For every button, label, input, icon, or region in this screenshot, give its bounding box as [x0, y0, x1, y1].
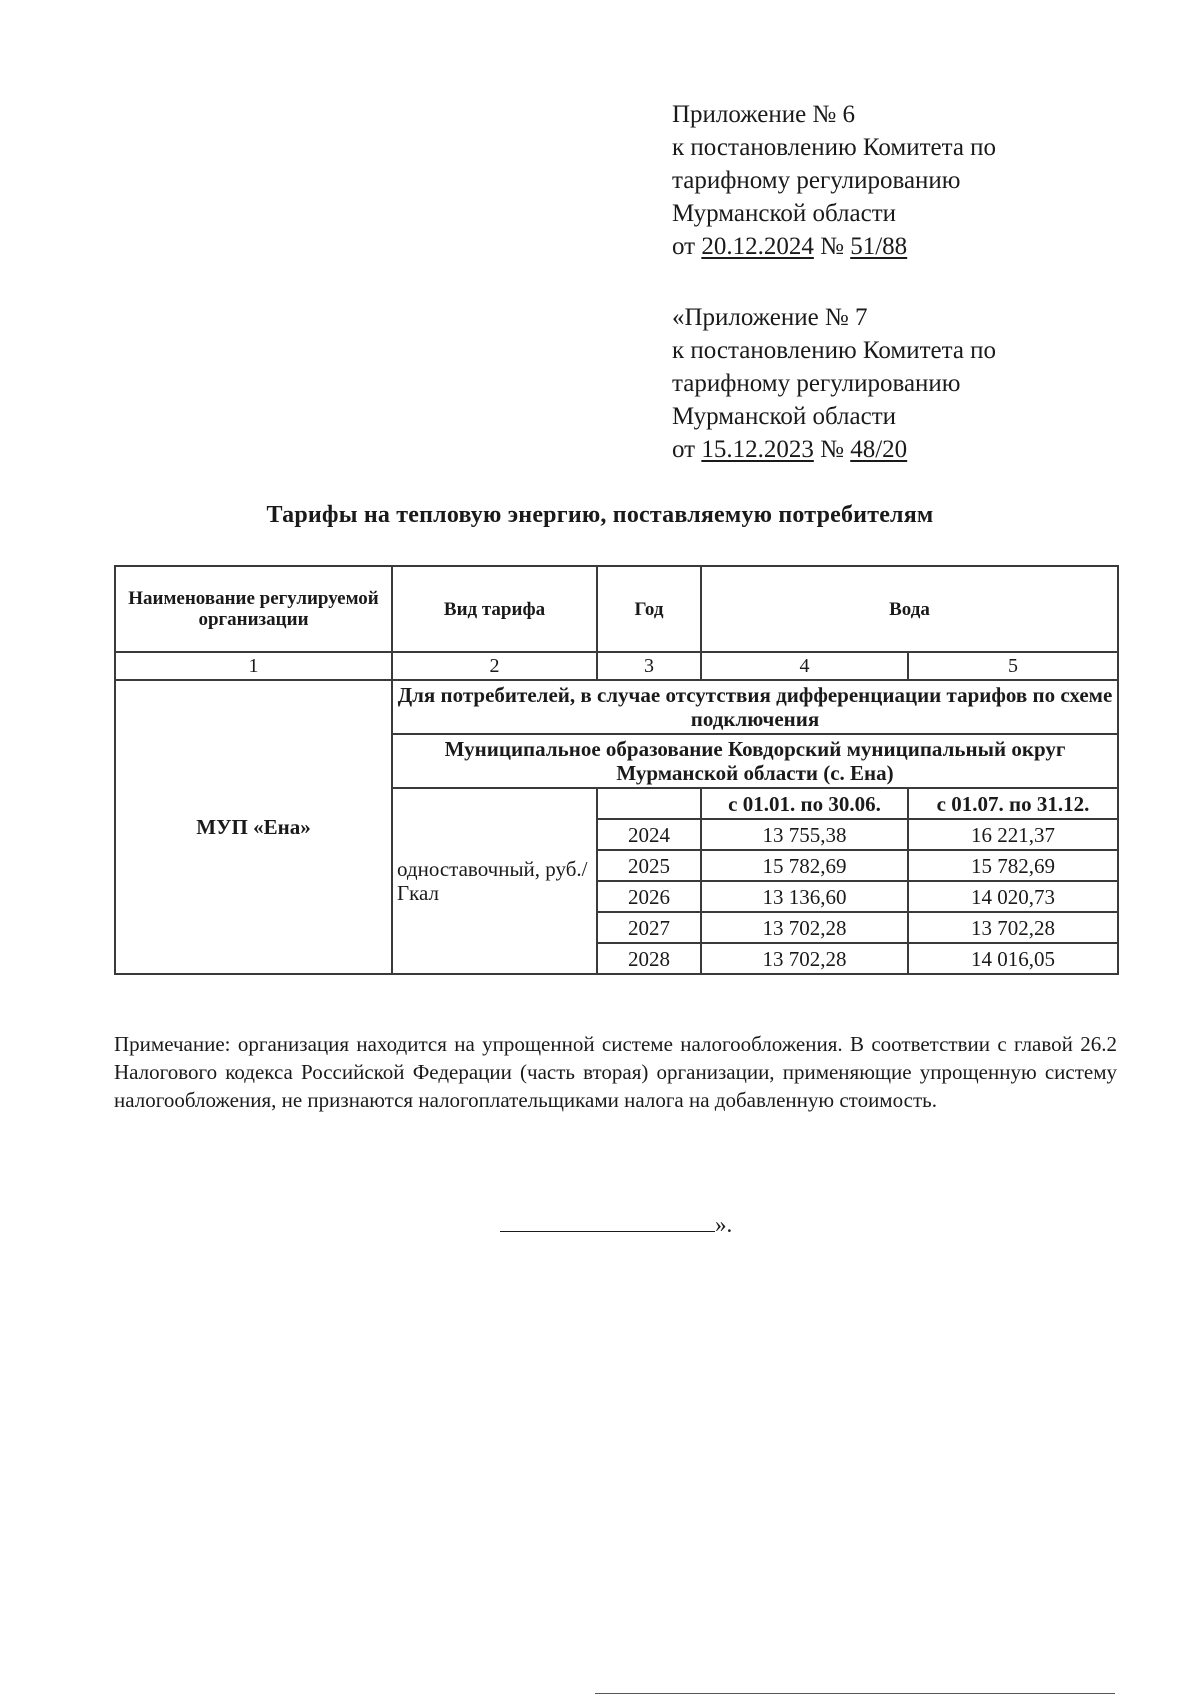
- year-cell: 2025: [597, 850, 701, 881]
- year-cell-empty: [597, 788, 701, 819]
- footer-line: [595, 1693, 1115, 1697]
- section-municipality: Муниципальное образование Ковдорский муниципальный округ Мурманской области (с. Ена): [392, 734, 1118, 788]
- tariff-table: [114, 565, 1119, 975]
- appendix-line: к постановлению Комитета по: [672, 134, 997, 161]
- closing-mark: [500, 1212, 732, 1238]
- appendix-date-line: [672, 433, 996, 466]
- period-first-half: с 01.01. по 30.06.: [701, 788, 908, 819]
- number-sign: №: [820, 436, 844, 463]
- closing-quote: ».: [715, 1212, 733, 1237]
- tariff-kind: одноставочный, руб./Гкал: [392, 788, 597, 974]
- resolution-date: 15.12.2023: [701, 436, 814, 463]
- header-year: Год: [597, 566, 701, 652]
- tariff-value: 13 136,60: [701, 881, 908, 912]
- tariff-value: 13 702,28: [701, 943, 908, 974]
- appendix-line: к постановлению Комитета по: [672, 337, 997, 364]
- appendix-line: Мурманской области: [672, 200, 897, 227]
- period-second-half: с 01.07. по 31.12.: [908, 788, 1118, 819]
- column-number: 5: [908, 652, 1118, 680]
- column-number: 1: [115, 652, 392, 680]
- appendix-line: тарифному регулированию: [672, 167, 961, 194]
- from-label: от: [672, 436, 696, 463]
- year-cell: 2026: [597, 881, 701, 912]
- header-organization: Наименование регулируемой организации: [115, 566, 392, 652]
- tariff-value: 13 755,38: [701, 819, 908, 850]
- header-tariff-type: Вид тарифа: [392, 566, 597, 652]
- resolution-number: 48/20: [850, 436, 908, 463]
- number-sign: №: [820, 233, 844, 260]
- resolution-number: 51/88: [850, 233, 908, 260]
- year-cell: 2024: [597, 819, 701, 850]
- tariff-value: 13 702,28: [701, 912, 908, 943]
- header-water: Вода: [701, 566, 1118, 652]
- tax-note: Примечание: организация находится на упрощенной системе налогообложения. В соответствии с главой 26.2 Налогового кодекса Российской Федерации (часть вторая) организации, применяющие упрощенную систему налогообложения, не признаются налогоплательщиками налога на добавленную стоимость.: [114, 1032, 1117, 1112]
- appendix-line: тарифному регулированию: [672, 370, 961, 397]
- year-cell: 2028: [597, 943, 701, 974]
- appendix-title: Приложение № 6: [672, 101, 856, 128]
- appendix-7-header: [672, 301, 996, 466]
- tariff-value: 14 020,73: [908, 881, 1118, 912]
- appendix-line: Мурманской области: [672, 403, 897, 430]
- appendix-date-line: [672, 230, 996, 263]
- year-cell: 2027: [597, 912, 701, 943]
- document-title: Тарифы на тепловую энергию, поставляемую потребителям: [266, 502, 934, 528]
- tariff-value: 16 221,37: [908, 819, 1118, 850]
- tariff-value: 15 782,69: [701, 850, 908, 881]
- resolution-date: 20.12.2024: [701, 233, 814, 260]
- from-label: от: [672, 233, 696, 260]
- column-number: 2: [392, 652, 597, 680]
- column-number: 3: [597, 652, 701, 680]
- section-consumers: Для потребителей, в случае отсутствия дифференциации тарифов по схеме подключения: [392, 680, 1118, 734]
- organization-name: МУП «Ена»: [115, 680, 392, 974]
- column-number: 4: [701, 652, 908, 680]
- appendix-title: «Приложение № 7: [672, 304, 868, 331]
- appendix-6-header: [672, 98, 996, 263]
- tariff-value: 14 016,05: [908, 943, 1118, 974]
- tariff-value: 13 702,28: [908, 912, 1118, 943]
- tariff-value: 15 782,69: [908, 850, 1118, 881]
- closing-line: [500, 1231, 715, 1232]
